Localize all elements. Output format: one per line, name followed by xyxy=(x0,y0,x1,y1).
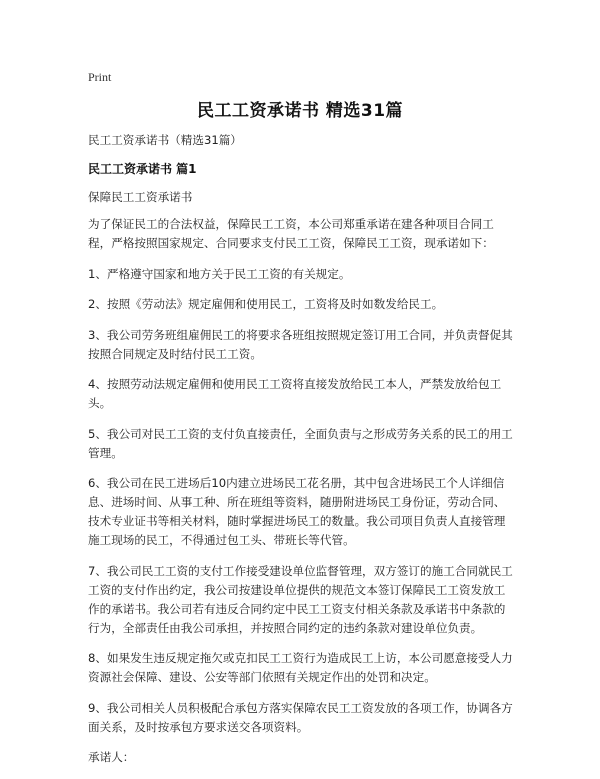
document-body xyxy=(88,131,516,779)
commitment-item-3: 3、我公司劳务班组雇佣民工的将要求各班组按照规定签订用工合同，并负责督促其按照合同规定及时结付民工工资。 xyxy=(88,327,513,361)
commitment-item-1: 1、严格遵守国家和地方关于民工工资的有关规定。 xyxy=(88,266,351,281)
commitment-item-2: 2、按照《劳动法》规定雇佣和使用民工，工资将及时如数发给民工。 xyxy=(88,297,444,311)
commitment-item-7: 7、我公司民工工资的支付工作接受建设单位监督管理，双方签订的施工合同就民工工资的支付作出约定，我公司按建设单位提供的规范文本签订保障民工工资发放工作的承诺书。我公司若有违反合同约定中民工工资支付相关条款及承诺书中条款的行为，全部责任由我公司承担，并按照合同约定的违约条款对建设单位负责。 xyxy=(88,563,513,635)
commitment-item-6: 6、我公司在民工进场后10内建立进场民工花名册，其中包含进场民工个人详细信息、进场时间、从事工种、所在班组等资料，随册附进场民工身份证，劳动合同、技术专业证书等相关材料，随时掌握进场民工的数量。我公司项目负责人直接管理施工现场的民工，不得通过包工头、带班长等代管。 xyxy=(88,476,506,547)
commitment-item-5: 5、我公司对民工工资的支付负直接责任，全面负责与之形成劳务关系的民工的用工管理。 xyxy=(88,426,513,460)
intro-paragraph: 为了保证民工的合法权益，保障民工工资，本公司郑重承诺在建各种项目合同工程，严格按照国家规定、合同要求支付民工工资，保障民工工资，现承诺如下： xyxy=(88,217,494,250)
page-title: 民工工资承诺书 精选31篇 xyxy=(196,101,404,121)
print-label: Print xyxy=(88,70,112,84)
commitment-item-9: 9、我公司相关人员积极配合承包方落实保障农民工工资发放的各项工作，协调各方面关系，及时按承包方要求送交各项资料。 xyxy=(88,700,513,734)
document-subtitle: 民工工资承诺书（精选31篇） xyxy=(88,133,242,147)
signature-label: 承诺人： xyxy=(88,750,135,764)
commitment-item-8: 8、如果发生违反规定拖欠或克扣民工工资行为造成民工上访，本公司愿意接受人力资源社会保障、建设、公安等部门依照有关规定作出的处罚和决定。 xyxy=(88,651,513,684)
commitment-item-4: 4、按照劳动法规定雇佣和使用民工工资将直接发放给民工本人，严禁发放给包工头。 xyxy=(88,377,502,410)
commitment-heading: 保障民工工资承诺书 xyxy=(88,190,193,204)
section-heading: 民工工资承诺书 篇1 xyxy=(88,162,197,176)
